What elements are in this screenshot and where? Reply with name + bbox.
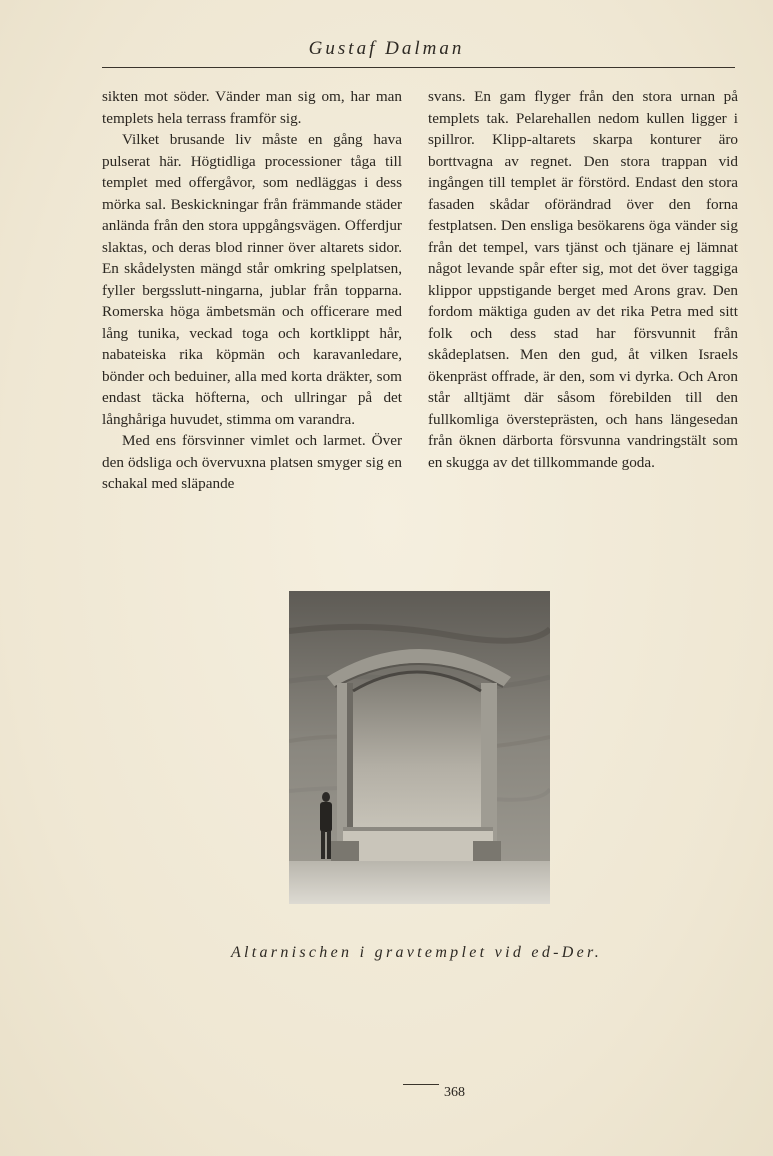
header-rule: [102, 67, 735, 68]
paragraph: Vilket brusande liv måste en gång hava pulserat här. Högtidliga processioner tåga till templet med offergåvor, som nedläggas i dess mörka sal. Beskickningar från främmande städer anlända från den stora uppgångsvägen. Offerdjur slaktas, och deras blod rinner över altarets sidor. En skådelysten mängd står omkring spelplatsen, fyller bergsslutt-ningarna, jublar från topparna. Romerska höga ämbetsmän och officerare med lång tunika, veckad toga och kortklippt hår, nabateiska rika köpmän och karavanledare, bönder och beduiner, alla med korta dräkter, som endast täcka höfterna, och ullringar på det långhåriga huvudet, stimma om varandra.: [102, 131, 402, 428]
paragraph: sikten mot söder. Vänder man sig om, har man templets hela terrass framför sig.: [102, 88, 402, 127]
page-number: 368: [444, 1085, 465, 1100]
paragraph: Med ens försvinner vimlet och larmet. Över den ödsliga och övervuxna platsen smyger sig en schakal med släpande: [102, 432, 402, 492]
altar-niche-photograph: [289, 591, 550, 904]
right-column: [428, 86, 738, 473]
figure-caption: Altarnischen i gravtemplet vid ed-Der.: [230, 944, 603, 961]
photo-illustration: [289, 591, 550, 904]
paragraph: svans. En gam flyger från den stora urnan på templets tak. Pelarehallen nedom kullen ligger i spillror. Klipp-altarets skarpa konturer äro borttvagna av regnet. Den stora trappan vid ingången till templet är förstörd. Endast den stora fasaden skådar oförändrad över den forna festplatsen. Den ensliga besökarens öga vänder sig från det tempel, vars tjänst och tjänare ej lämnat något levande spår efter sig, mot det över taggiga klippor uppstigande berget med Arons grav. Den fordom mäktiga guden av det rika Petra med sitt folk och dess stad har försvunnit från skådeplatsen. Men den gud, åt vilken Israels ökenpräst offrade, är den, som vi dyrka. Och Aron står alltjämt där såsom förebilden till den fullkomliga översteprästen, och hans längesedan från öknen därborta försvunna vandringstält som en skugga av det tillkommande goda.: [428, 88, 738, 471]
left-column: [102, 86, 402, 495]
running-header: Gustaf Dalman: [308, 38, 465, 59]
